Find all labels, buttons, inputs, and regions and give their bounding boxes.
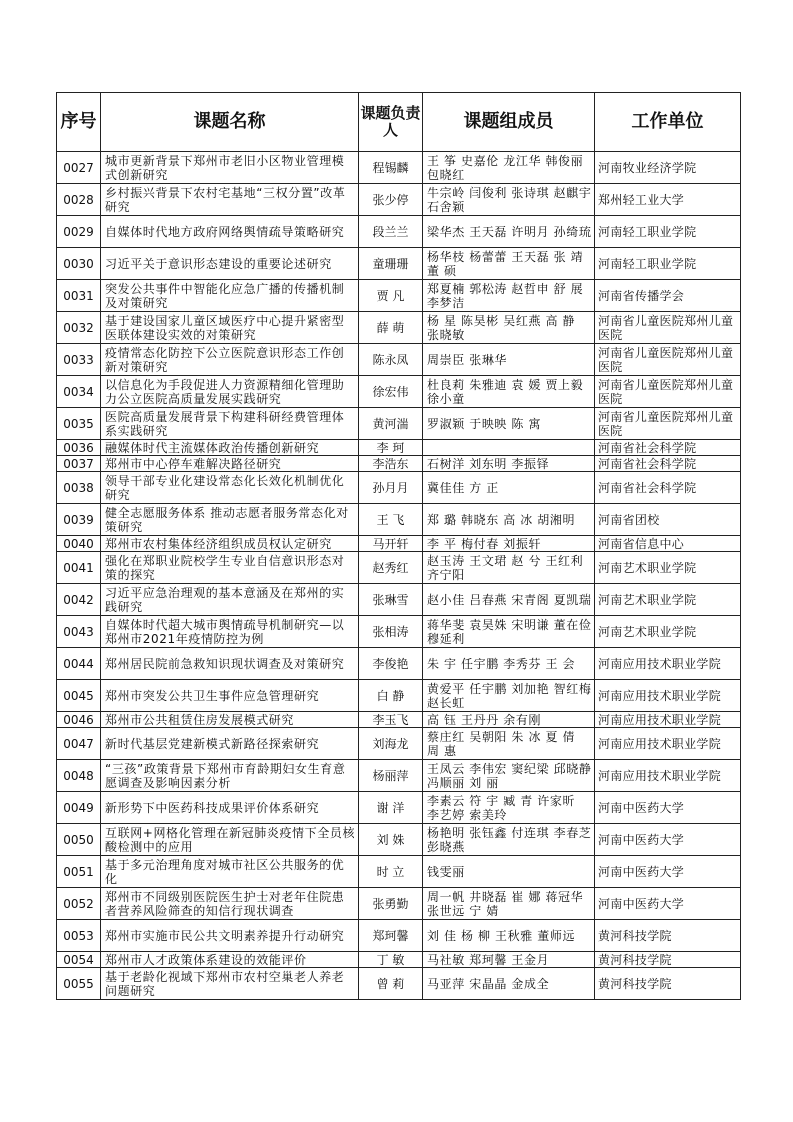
topic-title-cell: 乡村振兴背景下农村宅基地“三权分置”改革研究 xyxy=(101,184,359,216)
topic-members-cell: 李 平 梅付春 刘振轩 xyxy=(423,536,595,552)
topic-members-cell: 赵小佳 吕春燕 宋青阁 夏凯瑞 xyxy=(423,584,595,616)
topic-leader-cell: 刘海龙 xyxy=(359,728,423,760)
topic-members-cell: 周一帆 井晓磊 崔 娜 蒋冠华 张世远 宁 婧 xyxy=(423,888,595,920)
topic-leader-cell: 马开轩 xyxy=(359,536,423,552)
topic-title-cell: 新形势下中医药科技成果评价体系研究 xyxy=(101,792,359,824)
serial-number-cell: 0028 xyxy=(57,184,101,216)
serial-number-cell: 0031 xyxy=(57,280,101,312)
serial-number-cell: 0043 xyxy=(57,616,101,648)
topic-leader-cell: 程锡麟 xyxy=(359,152,423,184)
serial-number-cell: 0038 xyxy=(57,472,101,504)
topic-members-cell: 罗淑颖 于映映 陈 寓 xyxy=(423,408,595,440)
header-serial-number: 序号 xyxy=(57,93,101,152)
topic-leader-cell: 李玉飞 xyxy=(359,712,423,728)
topic-leader-cell: 白 静 xyxy=(359,680,423,712)
serial-number-cell: 0044 xyxy=(57,648,101,680)
serial-number-cell: 0033 xyxy=(57,344,101,376)
topic-members-cell: 黄爱平 任宇鹏 刘加艳 智红梅 赵长虹 xyxy=(423,680,595,712)
topic-title-cell: 郑州市农村集体经济组织成员权认定研究 xyxy=(101,536,359,552)
table-row xyxy=(57,440,741,456)
topic-members-cell: 周崇臣 张琳华 xyxy=(423,344,595,376)
table-row xyxy=(57,760,741,792)
work-unit-cell: 河南艺术职业学院 xyxy=(595,552,741,584)
table-row xyxy=(57,472,741,504)
work-unit-cell: 河南应用技术职业学院 xyxy=(595,680,741,712)
topic-members-cell: 高 钰 王丹丹 余有刚 xyxy=(423,712,595,728)
topic-title-cell: 强化在郑职业院校学生专业自信意识形态对策的探究 xyxy=(101,552,359,584)
table-row xyxy=(57,312,741,344)
topic-leader-cell: 徐宏伟 xyxy=(359,376,423,408)
table-row xyxy=(57,456,741,472)
topic-leader-cell: 黄河湍 xyxy=(359,408,423,440)
topic-title-cell: 自媒体时代超大城市舆情疏导机制研究—以郑州市2021年疫情防控为例 xyxy=(101,616,359,648)
topic-title-cell: 基于老龄化视域下郑州市农村空巢老人养老问题研究 xyxy=(101,968,359,1000)
topic-title-cell: 郑州市公共租赁住房发展模式研究 xyxy=(101,712,359,728)
work-unit-cell: 河南应用技术职业学院 xyxy=(595,648,741,680)
topic-members-cell: 杜良莉 朱雅迪 袁 媛 贾上毅 徐小童 xyxy=(423,376,595,408)
topic-title-cell: 健全志愿服务体系 推动志愿者服务常态化对策研究 xyxy=(101,504,359,536)
header-topic-members: 课题组成员 xyxy=(423,93,595,152)
serial-number-cell: 0032 xyxy=(57,312,101,344)
table-row xyxy=(57,712,741,728)
work-unit-cell: 河南轻工职业学院 xyxy=(595,216,741,248)
serial-number-cell: 0040 xyxy=(57,536,101,552)
table-row xyxy=(57,280,741,312)
work-unit-cell: 河南应用技术职业学院 xyxy=(595,728,741,760)
topic-leader-cell: 时 立 xyxy=(359,856,423,888)
table-header-row xyxy=(57,93,741,152)
topic-leader-cell: 谢 洋 xyxy=(359,792,423,824)
topic-title-cell: 郑州市实施市民公共文明素养提升行动研究 xyxy=(101,920,359,952)
work-unit-cell: 郑州轻工业大学 xyxy=(595,184,741,216)
topic-members-cell: 王凤云 李伟宏 窦纪梁 邱晓静 冯顺丽 刘 丽 xyxy=(423,760,595,792)
topic-members-cell: 石树洋 刘东明 李振铎 xyxy=(423,456,595,472)
table-row xyxy=(57,648,741,680)
topic-members-cell: 马社敏 郑珂馨 王金月 xyxy=(423,952,595,968)
work-unit-cell: 河南省传播学会 xyxy=(595,280,741,312)
topic-leader-cell: 薛 萌 xyxy=(359,312,423,344)
topic-leader-cell: 贾 凡 xyxy=(359,280,423,312)
table-row xyxy=(57,856,741,888)
work-unit-cell: 河南中医药大学 xyxy=(595,824,741,856)
table-body xyxy=(57,152,741,1000)
table-row xyxy=(57,216,741,248)
table-row xyxy=(57,920,741,952)
topic-members-cell: 马亚萍 宋晶晶 金成全 xyxy=(423,968,595,1000)
serial-number-cell: 0036 xyxy=(57,440,101,456)
serial-number-cell: 0047 xyxy=(57,728,101,760)
table-row xyxy=(57,408,741,440)
work-unit-cell: 河南省社会科学院 xyxy=(595,440,741,456)
serial-number-cell: 0037 xyxy=(57,456,101,472)
header-work-unit: 工作单位 xyxy=(595,93,741,152)
work-unit-cell: 黄河科技学院 xyxy=(595,920,741,952)
topic-members-cell: 杨华枝 杨蕾蕾 王天磊 张 靖 董 硕 xyxy=(423,248,595,280)
topic-title-cell: 习近平关于意识形态建设的重要论述研究 xyxy=(101,248,359,280)
table-row xyxy=(57,152,741,184)
work-unit-cell: 河南轻工职业学院 xyxy=(595,248,741,280)
header-topic-leader: 课题负责人 xyxy=(359,93,423,152)
work-unit-cell: 河南应用技术职业学院 xyxy=(595,760,741,792)
topic-members-cell: 冀佳佳 方 正 xyxy=(423,472,595,504)
topic-title-cell: 城市更新背景下郑州市老旧小区物业管理模式创新研究 xyxy=(101,152,359,184)
topic-leader-cell: 张勇勤 xyxy=(359,888,423,920)
work-unit-cell: 河南牧业经济学院 xyxy=(595,152,741,184)
work-unit-cell: 河南应用技术职业学院 xyxy=(595,712,741,728)
topic-title-cell: 郑州市人才政策体系建设的效能评价 xyxy=(101,952,359,968)
work-unit-cell: 河南省儿童医院郑州儿童医院 xyxy=(595,376,741,408)
serial-number-cell: 0030 xyxy=(57,248,101,280)
work-unit-cell: 河南艺术职业学院 xyxy=(595,616,741,648)
work-unit-cell: 河南省信息中心 xyxy=(595,536,741,552)
topic-title-cell: 突发公共事件中智能化应急广播的传播机制及对策研究 xyxy=(101,280,359,312)
table-row xyxy=(57,536,741,552)
topic-members-cell: 钱雯丽 xyxy=(423,856,595,888)
topic-leader-cell: 张琳雪 xyxy=(359,584,423,616)
topic-title-cell: 互联网+网格化管理在新冠肺炎疫情下全员核酸检测中的应用 xyxy=(101,824,359,856)
topic-members-cell: 刘 佳 杨 柳 王秋雅 董师远 xyxy=(423,920,595,952)
serial-number-cell: 0042 xyxy=(57,584,101,616)
topic-members-cell: 朱 宇 任宇鹏 李秀芬 王 会 xyxy=(423,648,595,680)
work-unit-cell: 河南省社会科学院 xyxy=(595,472,741,504)
work-unit-cell: 河南中医药大学 xyxy=(595,792,741,824)
serial-number-cell: 0050 xyxy=(57,824,101,856)
topic-title-cell: 自媒体时代地方政府网络舆情疏导策略研究 xyxy=(101,216,359,248)
table-row xyxy=(57,728,741,760)
topic-leader-cell: 童珊珊 xyxy=(359,248,423,280)
topic-leader-cell: 李俊艳 xyxy=(359,648,423,680)
topic-leader-cell: 曾 莉 xyxy=(359,968,423,1000)
work-unit-cell: 河南省团校 xyxy=(595,504,741,536)
topic-members-cell: 郑 璐 韩晓东 高 冰 胡湘明 xyxy=(423,504,595,536)
work-unit-cell: 河南艺术职业学院 xyxy=(595,584,741,616)
serial-number-cell: 0051 xyxy=(57,856,101,888)
table-row xyxy=(57,504,741,536)
topic-leader-cell: 张少停 xyxy=(359,184,423,216)
topic-title-cell: “三孩”政策背景下郑州市育龄期妇女生育意愿调查及影响因素分析 xyxy=(101,760,359,792)
topic-title-cell: 郑州市突发公共卫生事件应急管理研究 xyxy=(101,680,359,712)
topic-leader-cell: 孙月月 xyxy=(359,472,423,504)
topic-members-cell: 杨艳明 张钰鑫 付连琪 李春芝 彭晓燕 xyxy=(423,824,595,856)
topic-title-cell: 基于多元治理角度对城市社区公共服务的优化 xyxy=(101,856,359,888)
topic-members-cell: 蒋华斐 袁昊姝 宋明谦 董在俭 穆延利 xyxy=(423,616,595,648)
topic-title-cell: 郑州市中心停车难解决路径研究 xyxy=(101,456,359,472)
topic-leader-cell: 刘 姝 xyxy=(359,824,423,856)
header-topic-title: 课题名称 xyxy=(101,93,359,152)
topic-title-cell: 疫情常态化防控下公立医院意识形态工作创新对策研究 xyxy=(101,344,359,376)
topic-members-cell: 郑夏楠 郭松涛 赵哲申 舒 展 李梦洁 xyxy=(423,280,595,312)
serial-number-cell: 0041 xyxy=(57,552,101,584)
topic-leader-cell: 丁 敏 xyxy=(359,952,423,968)
topic-members-cell: 赵玉涛 王文珺 赵 兮 王红利 齐宁阳 xyxy=(423,552,595,584)
table-row xyxy=(57,184,741,216)
research-topics-table xyxy=(56,92,741,1000)
topic-members-cell: 牛宗岭 闫俊利 张诗琪 赵麒宇 石舍颖 xyxy=(423,184,595,216)
work-unit-cell: 河南中医药大学 xyxy=(595,856,741,888)
topic-title-cell: 基于建设国家儿童区域医疗中心提升紧密型医联体建设实效的对策研究 xyxy=(101,312,359,344)
serial-number-cell: 0049 xyxy=(57,792,101,824)
topic-leader-cell: 王 飞 xyxy=(359,504,423,536)
table-row xyxy=(57,952,741,968)
topic-title-cell: 融媒体时代主流媒体政治传播创新研究 xyxy=(101,440,359,456)
topic-leader-cell: 郑珂馨 xyxy=(359,920,423,952)
topic-title-cell: 新时代基层党建新模式新路径探索研究 xyxy=(101,728,359,760)
topic-title-cell: 领导干部专业化建设常态化长效化机制优化研究 xyxy=(101,472,359,504)
table-row xyxy=(57,376,741,408)
serial-number-cell: 0029 xyxy=(57,216,101,248)
topic-title-cell: 郑州市不同级别医院医生护士对老年住院患者营养风险筛查的知信行现状调查 xyxy=(101,888,359,920)
table-row xyxy=(57,584,741,616)
table-row xyxy=(57,248,741,280)
table-row xyxy=(57,616,741,648)
work-unit-cell: 河南省儿童医院郑州儿童医院 xyxy=(595,312,741,344)
topic-members-cell: 蔡庄红 吴朝阳 朱 冰 夏 倩 周 惠 xyxy=(423,728,595,760)
work-unit-cell: 河南省儿童医院郑州儿童医院 xyxy=(595,344,741,376)
topic-leader-cell: 李 珂 xyxy=(359,440,423,456)
topic-members-cell: 杨 星 陈昊彬 吴红燕 高 静 张晓敏 xyxy=(423,312,595,344)
serial-number-cell: 0035 xyxy=(57,408,101,440)
topic-members-cell xyxy=(423,440,595,456)
work-unit-cell: 河南省社会科学院 xyxy=(595,456,741,472)
topic-members-cell: 李素云 符 宇 臧 青 许家昕 李艺婷 索美玲 xyxy=(423,792,595,824)
work-unit-cell: 黄河科技学院 xyxy=(595,952,741,968)
serial-number-cell: 0046 xyxy=(57,712,101,728)
topic-leader-cell: 李浩东 xyxy=(359,456,423,472)
topic-leader-cell: 陈永凤 xyxy=(359,344,423,376)
serial-number-cell: 0027 xyxy=(57,152,101,184)
work-unit-cell: 黄河科技学院 xyxy=(595,968,741,1000)
topic-title-cell: 医院高质量发展背景下构建科研经费管理体系实践研究 xyxy=(101,408,359,440)
serial-number-cell: 0055 xyxy=(57,968,101,1000)
serial-number-cell: 0054 xyxy=(57,952,101,968)
table-row xyxy=(57,968,741,1000)
topic-title-cell: 郑州居民院前急救知识现状调查及对策研究 xyxy=(101,648,359,680)
topic-title-cell: 习近平应急治理观的基本意涵及在郑州的实践研究 xyxy=(101,584,359,616)
topic-leader-cell: 张相涛 xyxy=(359,616,423,648)
serial-number-cell: 0039 xyxy=(57,504,101,536)
topic-leader-cell: 杨丽萍 xyxy=(359,760,423,792)
serial-number-cell: 0052 xyxy=(57,888,101,920)
table-row xyxy=(57,792,741,824)
work-unit-cell: 河南省儿童医院郑州儿童医院 xyxy=(595,408,741,440)
topic-title-cell: 以信息化为手段促进人力资源精细化管理助力公立医院高质量发展实践研究 xyxy=(101,376,359,408)
topic-leader-cell: 赵秀红 xyxy=(359,552,423,584)
serial-number-cell: 0053 xyxy=(57,920,101,952)
serial-number-cell: 0045 xyxy=(57,680,101,712)
serial-number-cell: 0048 xyxy=(57,760,101,792)
table-row xyxy=(57,552,741,584)
topic-leader-cell: 段兰兰 xyxy=(359,216,423,248)
work-unit-cell: 河南中医药大学 xyxy=(595,888,741,920)
table-row xyxy=(57,888,741,920)
serial-number-cell: 0034 xyxy=(57,376,101,408)
table-row xyxy=(57,680,741,712)
table-row xyxy=(57,344,741,376)
table-row xyxy=(57,824,741,856)
topic-members-cell: 梁华杰 王天磊 许明月 孙绮琉 xyxy=(423,216,595,248)
topic-members-cell: 王 筝 史嘉伦 龙江华 韩俊丽 包晓红 xyxy=(423,152,595,184)
